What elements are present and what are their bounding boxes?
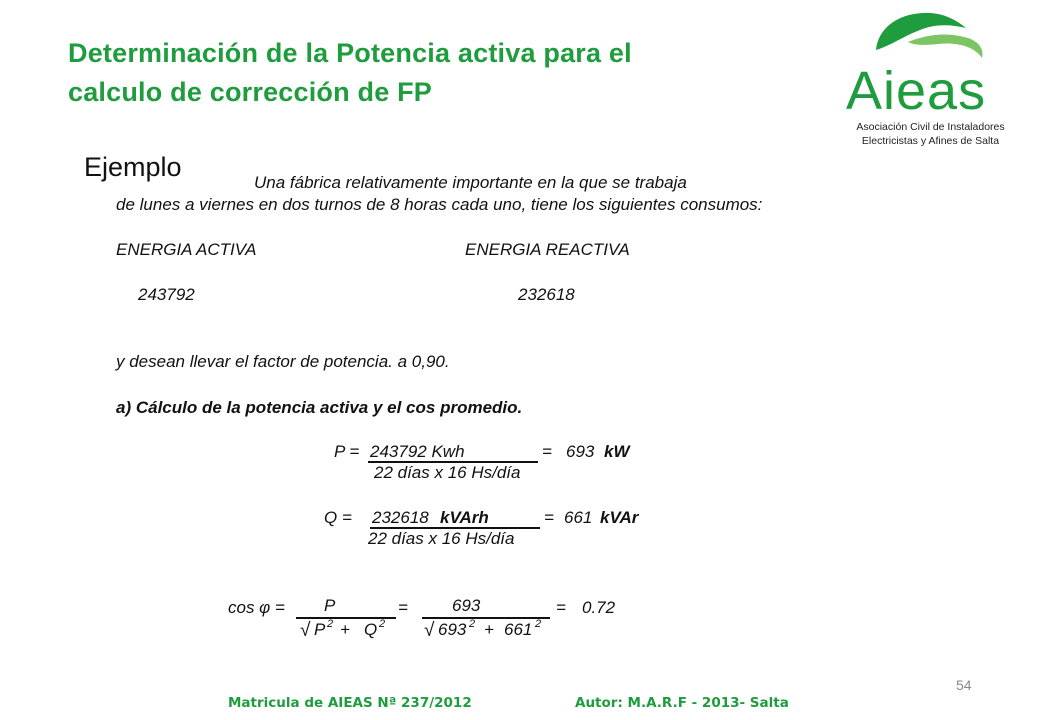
reactive-energy-value: 232618 [518,285,575,304]
cos-result: 0.72 [582,598,616,617]
cos-num-p: P [324,596,336,615]
slide-title-line2: calculo de corrección de FP [68,77,433,107]
cos-root-2: √ [424,620,435,641]
q-result: 661 [564,508,593,527]
q-formula [320,505,660,555]
page-number: 54 [956,677,972,693]
cos-den-p-sq: 2 [327,618,334,630]
cos-den-q: Q [364,620,378,639]
cos-den-q-sq: 2 [379,618,386,630]
aieas-logo [838,8,1028,148]
cos-den-661: 661 [504,620,533,639]
cos-den-p: P [314,620,326,639]
q-lhs: Q = [324,508,352,527]
cos-num-693: 693 [452,596,481,615]
q-equals: = [544,508,554,527]
cos-den-693-sq: 2 [469,618,476,630]
example-heading: Ejemplo [84,152,182,182]
cos-den-661-sq: 2 [535,618,542,630]
q-result-unit: kVAr [600,508,639,527]
logo-subtitle-line2: Electricistas y Afines de Salta [861,135,1000,147]
p-denominator: 22 días x 16 Hs/día [374,463,521,482]
footer-autor: Autor: M.A.R.F - 2013- Salta [575,695,789,711]
cos-lhs: cos φ = [228,598,285,617]
logo-word: Aieas [846,61,987,121]
intro-line2: de lunes a viernes en dos turnos de 8 horas cada uno, tiene los siguientes consumos: [116,195,763,214]
step-a-heading: a) Cálculo de la potencia activa y el cos promedio. [116,398,523,417]
cos-den-plus-2: + [484,620,494,639]
p-numerator: 243792 Kwh [370,442,465,461]
q-denominator: 22 días x 16 Hs/día [368,529,515,548]
cos-root-1: √ [300,620,311,641]
intro-line1: Una fábrica relativamente importante en la que se trabaja [254,173,687,192]
p-lhs: P = [334,442,360,461]
cos-den-plus-1: + [340,620,350,639]
leaf-icon [838,8,1028,68]
p-result: 693 [566,442,595,461]
cos-equals-1: = [398,598,408,617]
q-numerator-unit: kVArh [440,508,489,527]
logo-subtitle-line1: Asociación Civil de Instaladores [856,121,1005,133]
p-result-unit: kW [604,442,630,461]
p-equals: = [542,442,552,461]
cos-formula [226,596,646,656]
logo-subtitle [838,120,1023,148]
goal-text: y desean llevar el factor de potencia. a 0,90. [116,352,450,371]
slide-title [68,34,768,112]
active-energy-value: 243792 [138,285,195,304]
reactive-energy-label: ENERGIA REACTIVA [465,240,630,259]
slide-title-line1: Determinación de la Potencia activa para el [68,38,632,68]
footer-matricula: Matricula de AIEAS Nª 237/2012 [228,695,472,711]
q-numerator-num: 232618 [372,508,429,527]
cos-den-693: 693 [438,620,467,639]
cos-equals-2: = [556,598,566,617]
cos-fraction-line-2 [422,617,550,619]
active-energy-label: ENERGIA ACTIVA [116,240,257,259]
p-formula [330,438,650,488]
